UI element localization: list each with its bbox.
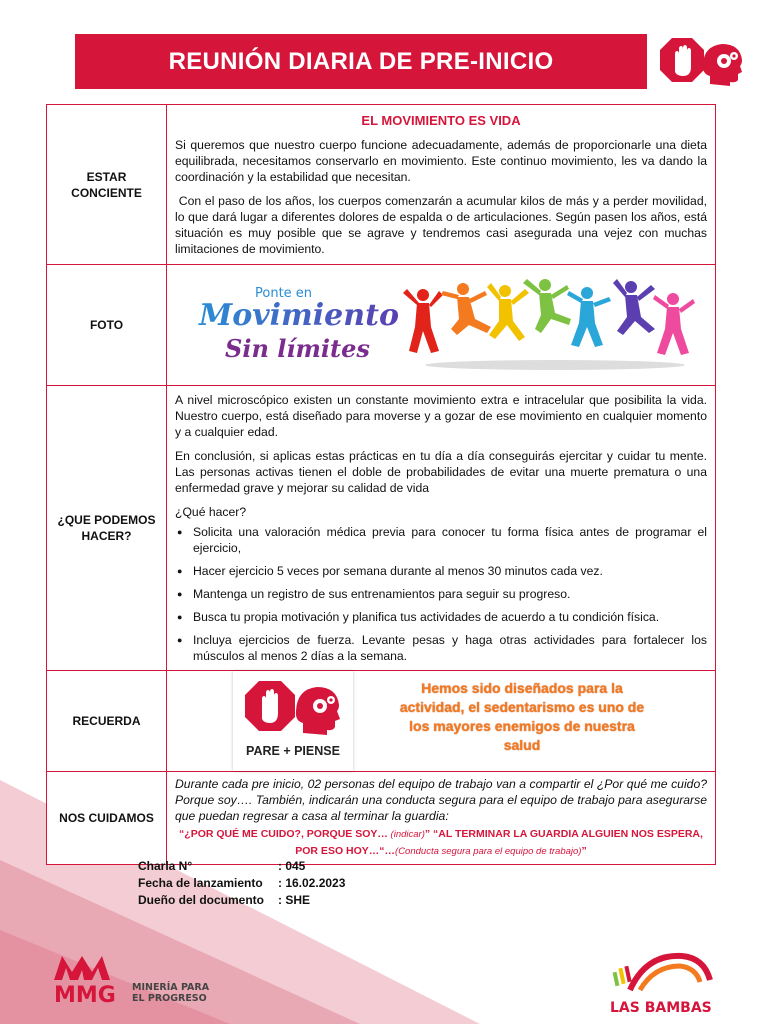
jumping-people-icon [403, 279, 695, 370]
movimiento-banner-image [195, 273, 715, 377]
row-estar-conciente [47, 105, 716, 265]
content-estar-conciente [167, 105, 716, 265]
phrase-a-note: (indicar) [387, 829, 425, 840]
row-foto [47, 265, 716, 386]
mmg-tagline-2: EL PROGRESO [132, 993, 207, 1004]
document-meta [138, 858, 345, 909]
banner-line-2: Movimiento [199, 298, 399, 333]
mmg-tagline-1: MINERÍA PARA [132, 982, 210, 993]
banner-line-1: Ponte en [255, 286, 313, 301]
pare-piense-badge [233, 671, 353, 771]
paragraph: ¿Qué hacer? [175, 505, 247, 519]
phrase-b-note: (Conducta segura para el equipo de trabajo) [395, 846, 582, 857]
charla-value: : 045 [278, 859, 306, 873]
list-item: ● Mantenga un registro de sus entrenamientos para seguir su progreso. [175, 586, 707, 602]
paragraph: Si queremos que nuestro cuerpo funcione adecuadamente, además de proporcionarle una dieta equilibrada, necesitamos conservarlo en movimiento. Este continuo movimiento, les va dando la coordinación y la estabilidad que necesitan. [175, 137, 707, 184]
las-bambas-logo [600, 950, 730, 1016]
mmg-logo-text: MMG [54, 983, 116, 1008]
cuidamos-phrase [175, 826, 707, 860]
label-recuerda: RECUERDA [47, 671, 167, 772]
charla-label: Charla N° [138, 859, 193, 873]
content-table [46, 104, 716, 865]
stop-hand-think-icon [658, 34, 744, 90]
content-recuerda [167, 671, 716, 772]
banner-line-3: Sin límites [225, 334, 370, 363]
paragraph: Con el paso de los años, los cuerpos comenzarán a acumular kilos de más y a perder movilidad, lo que dará lugar a diferentes dolores de espalda o de articulaciones. Según pasen los años, está situación es muy posible que se agrave y tendremos casi asegurada una vejez con muchas limitaciones de movimiento. [175, 193, 711, 256]
fecha-label: Fecha de lanzamiento [138, 876, 263, 890]
stop-hand-think-icon [243, 677, 343, 737]
row-recuerda [47, 671, 716, 772]
row-que-podemos-hacer [47, 386, 716, 671]
content-foto [167, 265, 716, 386]
phrase-b: ” “AL TERMINAR LA GUARDIA ALGUIEN NOS ESPERA, POR ESO HOY…“… [295, 828, 703, 857]
mmg-logo [50, 950, 230, 1008]
content-nos-cuidamos [167, 772, 716, 865]
list-item: ● Hacer ejercicio 5 veces por semana durante al menos 30 minutos cada vez. [175, 563, 707, 579]
label-estar-conciente: ESTAR CONCIENTE [47, 105, 167, 265]
paragraph: En conclusión, si aplicas estas prácticas en tu día a día conseguirás ejercitar y cuidar tu mente. Las personas activas tienen el doble de probabilidades de evitar una muerte prematura o una enfermedad grave y mejorar su calidad de vida [175, 449, 707, 495]
list-item: ● Solicita una valoración médica previa para conocer tu forma física antes de programar el ejercicio, [175, 524, 707, 556]
pare-piense-text: PARE + PIENSE [246, 744, 340, 758]
phrase-a: “¿POR QUÉ ME CUIDO?, PORQUE SOY… [179, 828, 388, 840]
section-heading: EL MOVIMIENTO ES VIDA [361, 112, 521, 128]
dueno-value: : SHE [278, 893, 311, 907]
phrase-end: ” [581, 845, 587, 857]
label-nos-cuidamos: NOS CUIDAMOS [47, 772, 167, 865]
list-item: ● Busca tu propia motivación y planifica tus actividades de acuerdo a tu condición física. [175, 609, 707, 625]
label-que-podemos-hacer: ¿QUE PODEMOS HACER? [47, 386, 167, 671]
dueno-label: Dueño del documento [138, 893, 264, 907]
fecha-value: : 16.02.2023 [278, 876, 346, 890]
bullet-list [175, 524, 707, 664]
page-title: REUNIÓN DIARIA DE PRE-INICIO [75, 34, 647, 89]
content-que-podemos-hacer [167, 386, 716, 671]
recuerda-message: Hemos sido diseñados para la actividad, el sedentarismo es uno de los mayores enemigos de nuestra salud [399, 680, 645, 753]
las-bambas-text: LAS BAMBAS [610, 1000, 712, 1016]
row-nos-cuidamos [47, 772, 716, 865]
paragraph: A nivel microscópico existen un constante movimiento extra e intracelular que posibilita la vida. Nuestro cuerpo, está diseñado para moverse y a gozar de ese movimiento en cualquier momento y a cualquier edad. [175, 393, 707, 439]
list-item: ● Incluya ejercicios de fuerza. Levante pesas y haga otras actividades para fortalecer los músculos al menos 2 días a la semana. [175, 632, 707, 664]
label-foto: FOTO [47, 265, 167, 386]
cuidamos-intro: Durante cada pre inicio, 02 personas del equipo de trabajo van a compartir el ¿Por qué me cuido? Porque soy…. También, indicarán una conducta segura para el equipo de trabajo para asegurarse que puedan regresar a casa al terminar la guardia: [175, 777, 707, 823]
